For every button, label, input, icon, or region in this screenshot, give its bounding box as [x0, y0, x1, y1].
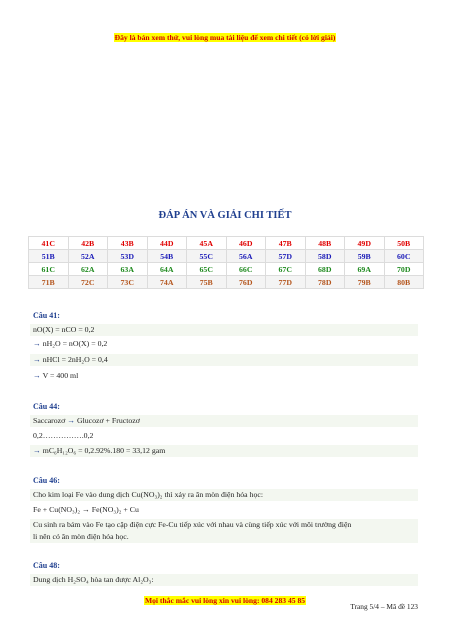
answer-cell: 80B [384, 276, 424, 289]
section-title: ĐÁP ÁN VÀ GIẢI CHI TIẾT [158, 210, 292, 221]
answer-row [29, 276, 424, 289]
arrow-icon: → [33, 355, 41, 364]
answer-cell: 66C [226, 263, 266, 276]
preview-banner [0, 27, 450, 45]
answer-cell: 62A [68, 263, 108, 276]
answer-cell: 65C [187, 263, 227, 276]
arrow-icon: → [33, 371, 41, 380]
preview-banner-text: Đây là bản xem thử, vui lòng mua tài liệu để xem chi tiết (có lời giải) [114, 33, 336, 42]
arrow-icon: → [33, 339, 41, 348]
answer-cell: 72C [68, 276, 108, 289]
answer-row [29, 250, 424, 263]
answer-cell: 52A [68, 250, 108, 263]
answer-cell: 67C [266, 263, 306, 276]
answer-cell: 55C [187, 250, 227, 263]
q46-line-2: Fe + Cu(NO₃)₂ → Fe(NO₃)₂ + Cu [33, 505, 139, 514]
question-48-heading: Câu 48: [33, 561, 60, 570]
answer-cell: 60C [384, 250, 424, 263]
contact-footer-text: Mọi thắc mắc vui lòng xin vui lòng: 084 283 45 85 [144, 596, 306, 605]
answer-cell: 47B [266, 237, 306, 250]
q44-line-2: 0,2…………….0,2 [33, 431, 94, 440]
answer-cell: 76D [226, 276, 266, 289]
answer-cell: 71B [29, 276, 69, 289]
page-number: Trang 5/4 – Mã đề 123 [350, 602, 418, 611]
arrow-icon: → [67, 416, 76, 425]
answer-cell: 56A [226, 250, 266, 263]
answer-row [29, 237, 424, 250]
answer-cell: 45A [187, 237, 227, 250]
q44-line-1: Saccarozơ → Glucozơ + Fructozơ [30, 415, 418, 427]
q41-line-1: nO(X) = nCO = 0,2 [30, 324, 418, 336]
q46-line-3: Cu sinh ra bám vào Fe tạo cặp điện cực Fe-Cu tiếp xúc với nhau và cùng tiếp xúc với môi trường điện [30, 519, 418, 531]
answer-cell: 46D [226, 237, 266, 250]
q41-line-4: → V = 400 ml [33, 371, 79, 380]
q44-line-3: → mC₆H₁₂O₆ = 0,2.92%.180 = 33,12 gam [30, 445, 418, 457]
answer-cell: 48B [305, 237, 345, 250]
answer-cell: 75B [187, 276, 227, 289]
q41-line-2: → nH₂O = nO(X) = 0,2 [33, 339, 108, 348]
answer-row [29, 263, 424, 276]
answer-cell: 64A [147, 263, 187, 276]
answer-cell: 41C [29, 237, 69, 250]
answer-cell: 77D [266, 276, 306, 289]
answer-cell: 42B [68, 237, 108, 250]
answer-cell: 63A [108, 263, 148, 276]
answer-cell: 51B [29, 250, 69, 263]
answer-cell: 79B [345, 276, 385, 289]
answer-cell: 49D [345, 237, 385, 250]
question-44-heading: Câu 44: [33, 402, 60, 411]
answer-cell: 58D [305, 250, 345, 263]
answer-cell: 53D [108, 250, 148, 263]
answer-cell: 43B [108, 237, 148, 250]
q48-line-1: Dung dịch H₂SO₄ hòa tan được Al₂O₃: [30, 574, 418, 586]
answer-cell: 68D [305, 263, 345, 276]
q41-line-3: → nHCl = 2nH₂O = 0,4 [30, 354, 418, 366]
answer-cell: 57D [266, 250, 306, 263]
answer-cell: 54B [147, 250, 187, 263]
arrow-icon: → [33, 446, 41, 455]
answer-cell: 50B [384, 237, 424, 250]
q46-line-1: Cho kim loại Fe vào dung dịch Cu(NO₃)₂ thì xảy ra ăn mòn điện hóa học: [30, 489, 418, 501]
answer-cell: 59B [345, 250, 385, 263]
answer-cell: 61C [29, 263, 69, 276]
answer-cell: 74A [147, 276, 187, 289]
q46-line-4: li nên có ăn mòn điện hóa học. [30, 531, 418, 543]
answer-cell: 69A [345, 263, 385, 276]
answer-cell: 70D [384, 263, 424, 276]
answer-table [28, 236, 424, 289]
answer-cell: 73C [108, 276, 148, 289]
question-41-heading: Câu 41: [33, 311, 60, 320]
answer-cell: 78D [305, 276, 345, 289]
question-46-heading: Câu 46: [33, 476, 60, 485]
answer-cell: 44D [147, 237, 187, 250]
